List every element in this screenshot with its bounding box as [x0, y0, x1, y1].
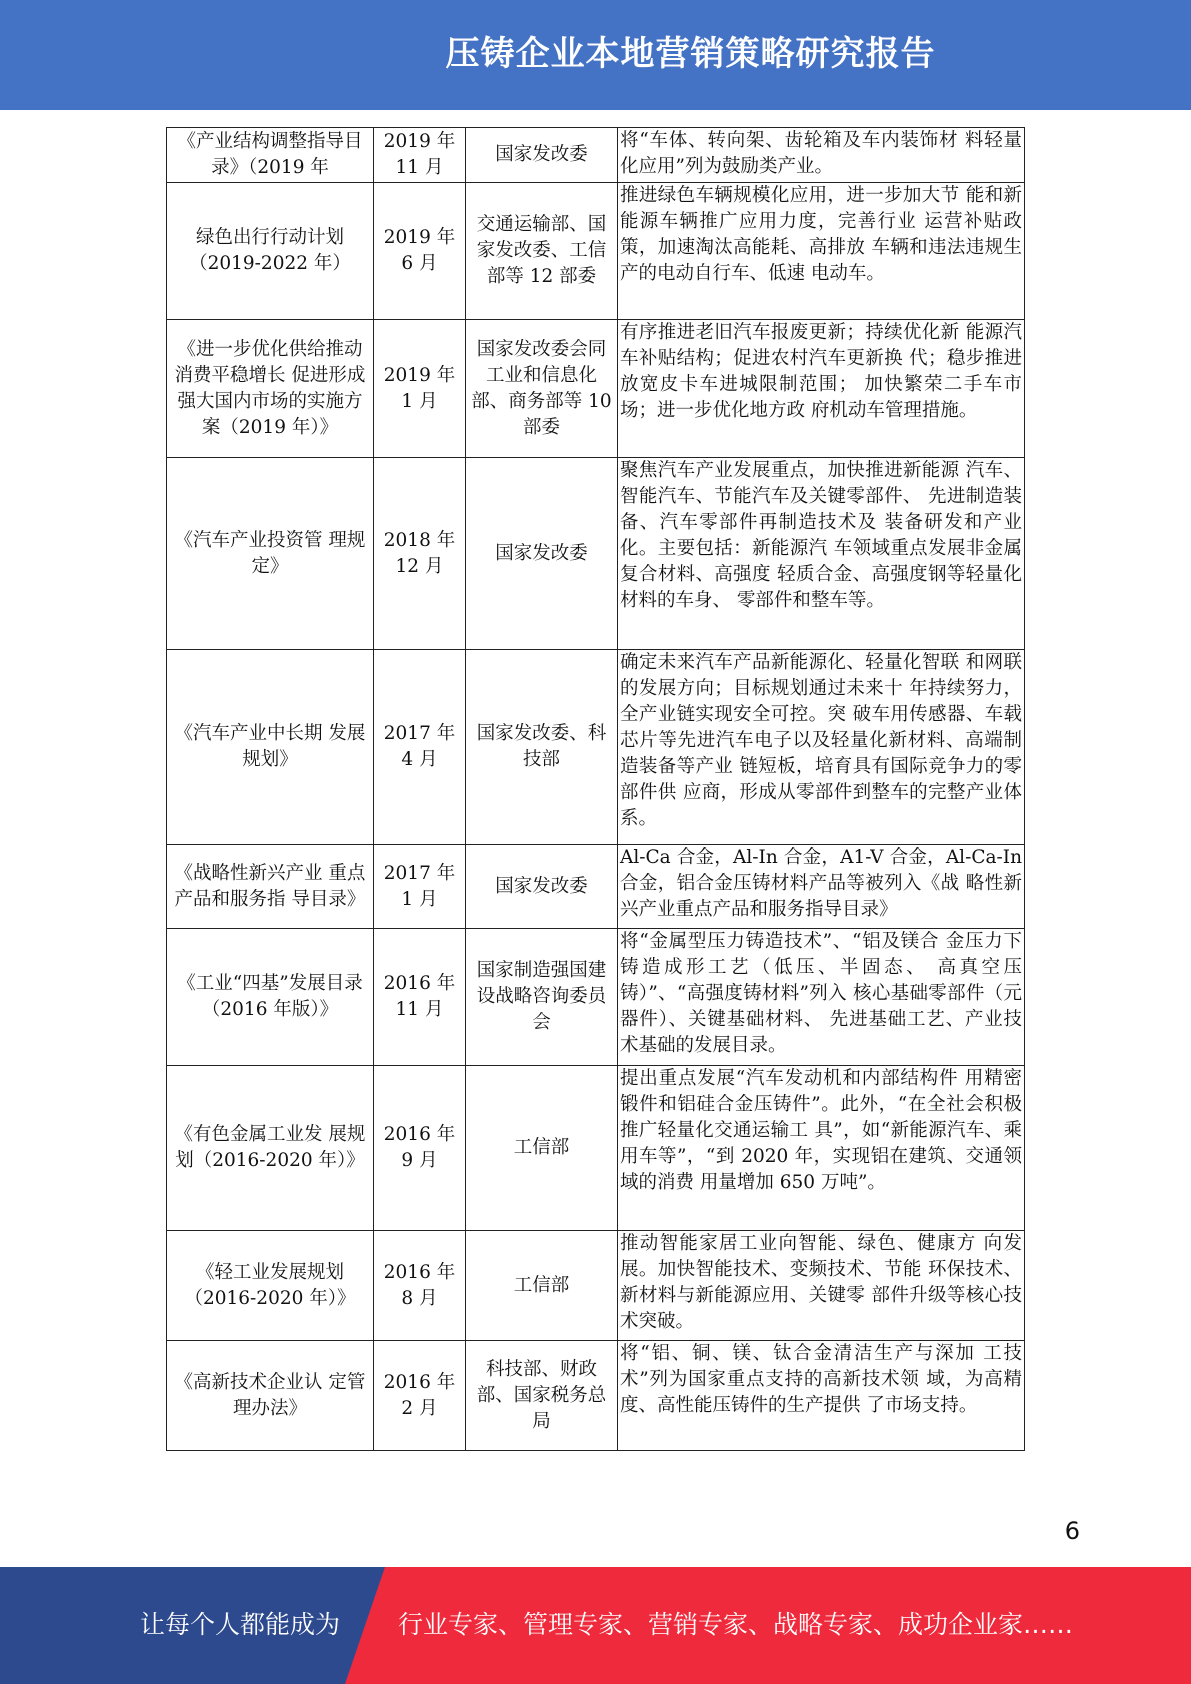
- table-row: [167, 320, 1025, 458]
- policy-date: 2019 年 11 月: [374, 128, 466, 183]
- policy-department: 国家制造强国建设战略咨询委员会: [466, 929, 618, 1066]
- policy-date: 2019 年 6 月: [374, 183, 466, 320]
- policy-description: 将“金属型压力铸造技术”、“铝及镁合 金压力下铸造成形工艺（低压、半固态、 高真空压铸）”、“高强度铸材料”列入 核心基础零部件（元器件）、关键基础材料、 先进基础工艺、产业技术基础的发展目录。: [618, 929, 1025, 1066]
- policy-date: 2017 年 1 月: [374, 845, 466, 929]
- policy-date: 2016 年 2 月: [374, 1341, 466, 1451]
- footer-slogan-left: 让每个人都能成为: [140, 1610, 341, 1639]
- page-footer: [0, 1567, 1191, 1684]
- policy-department: 国家发改委: [466, 458, 618, 650]
- policy-date: 2016 年 8 月: [374, 1231, 466, 1341]
- policy-date: 2017 年 4 月: [374, 650, 466, 845]
- policy-description: 提出重点发展“汽车发动机和内部结构件 用精密锻件和铝硅合金压铸件”。此外，“在全社会积极推广轻量化交通运输工 具”，如“新能源汽车、乘用车等”，“到 2020 年，实现铝在建筑、交通领域的消费 用量增加 650 万吨”。: [618, 1066, 1025, 1231]
- policy-description: Al-Ca 合金，Al-In 合金，A1-V 合金，Al-Ca-In 合金，铝合金压铸材料产品等被列入《战 略性新兴产业重点产品和服务指导目录》: [618, 845, 1025, 929]
- policy-description: 有序推进老旧汽车报废更新；持续优化新 能源汽车补贴结构；促进农村汽车更新换 代；稳步推进放宽皮卡车进城限制范围； 加快繁荣二手车市场；进一步优化地方政 府机动车管理措施。: [618, 320, 1025, 458]
- policy-department: 国家发改委、科技部: [466, 650, 618, 845]
- table-row: [167, 650, 1025, 845]
- table-row: [167, 458, 1025, 650]
- policy-description: 将“铝、铜、镁、钛合金清洁生产与深加 工技术”列为国家重点支持的高新技术领 域，为高精度、高性能压铸件的生产提供 了市场支持。: [618, 1341, 1025, 1451]
- table-row: [167, 929, 1025, 1066]
- policy-department: 科技部、财政部、国家税务总局: [466, 1341, 618, 1451]
- table-row: [167, 183, 1025, 320]
- policy-description: 将“车体、转向架、齿轮箱及车内装饰材 料轻量化应用”列为鼓励类产业。: [618, 128, 1025, 183]
- policy-department: 工信部: [466, 1231, 618, 1341]
- report-title: 压铸企业本地营销策略研究报告: [445, 34, 936, 74]
- policy-name: 《汽车产业中长期 发展规划》: [167, 650, 374, 845]
- table-row: [167, 128, 1025, 183]
- policy-table: [166, 127, 1025, 1451]
- page-number: 6: [1064, 1517, 1080, 1545]
- policy-department: 交通运输部、国家发改委、工信部等 12 部委: [466, 183, 618, 320]
- footer-slogan-right: 行业专家、管理专家、营销专家、战略专家、成功企业家……: [398, 1610, 1074, 1639]
- policy-date: 2016 年 9 月: [374, 1066, 466, 1231]
- table-row: [167, 1341, 1025, 1451]
- policy-department: 国家发改委会同工业和信息化部、商务部等 10 部委: [466, 320, 618, 458]
- page-header: [0, 0, 1191, 110]
- policy-date: 2018 年 12 月: [374, 458, 466, 650]
- policy-name: 《高新技术企业认 定管理办法》: [167, 1341, 374, 1451]
- policy-name: 《有色金属工业发 展规划（2016-2020 年）》: [167, 1066, 374, 1231]
- policy-name: 《进一步优化供给推动消费平稳增长 促进形成强大国内市场的实施方案（2019 年）》: [167, 320, 374, 458]
- policy-name: 《工业“四基”发展目录（2016 年版）》: [167, 929, 374, 1066]
- policy-date: 2016 年 11 月: [374, 929, 466, 1066]
- policy-description: 确定未来汽车产品新能源化、轻量化智联 和网联的发展方向；目标规划通过未来十 年持续努力，全产业链实现安全可控。突 破车用传感器、车载芯片等先进汽车电子以及轻量化新材料、高端制造装备等产业 链短板，培育具有国际竞争力的零部件供 应商，形成从零部件到整车的完整产业体 系。: [618, 650, 1025, 845]
- policy-name: 《汽车产业投资管 理规定》: [167, 458, 374, 650]
- policy-description: 推进绿色车辆规模化应用，进一步加大节 能和新能源车辆推广应用力度，完善行业 运营补贴政策，加速淘汰高能耗、高排放 车辆和违法违规生产的电动自行车、低速 电动车。: [618, 183, 1025, 320]
- policy-description: 聚焦汽车产业发展重点，加快推进新能源 汽车、智能汽车、节能汽车及关键零部件、 先进制造装备、汽车零部件再制造技术及 装备研发和产业化。主要包括：新能源汽 车领域重点发展非金属复合材料、高强度 轻质合金、高强度钢等轻量化材料的车身、 零部件和整车等。: [618, 458, 1025, 650]
- policy-name: 绿色出行行动计划（2019-2022 年）: [167, 183, 374, 320]
- policy-date: 2019 年 1 月: [374, 320, 466, 458]
- policy-name: 《战略性新兴产业 重点产品和服务指 导目录》: [167, 845, 374, 929]
- policy-department: 国家发改委: [466, 845, 618, 929]
- policy-department: 工信部: [466, 1066, 618, 1231]
- policy-name: 《轻工业发展规划（2016-2020 年）》: [167, 1231, 374, 1341]
- table-row: [167, 845, 1025, 929]
- table-row: [167, 1066, 1025, 1231]
- policy-department: 国家发改委: [466, 128, 618, 183]
- policy-name: 《产业结构调整指导目录》（2019 年: [167, 128, 374, 183]
- table-row: [167, 1231, 1025, 1341]
- policy-description: 推动智能家居工业向智能、绿色、健康方 向发展。加快智能技术、变频技术、节能 环保技术、新材料与新能源应用、关键零 部件升级等核心技术突破。: [618, 1231, 1025, 1341]
